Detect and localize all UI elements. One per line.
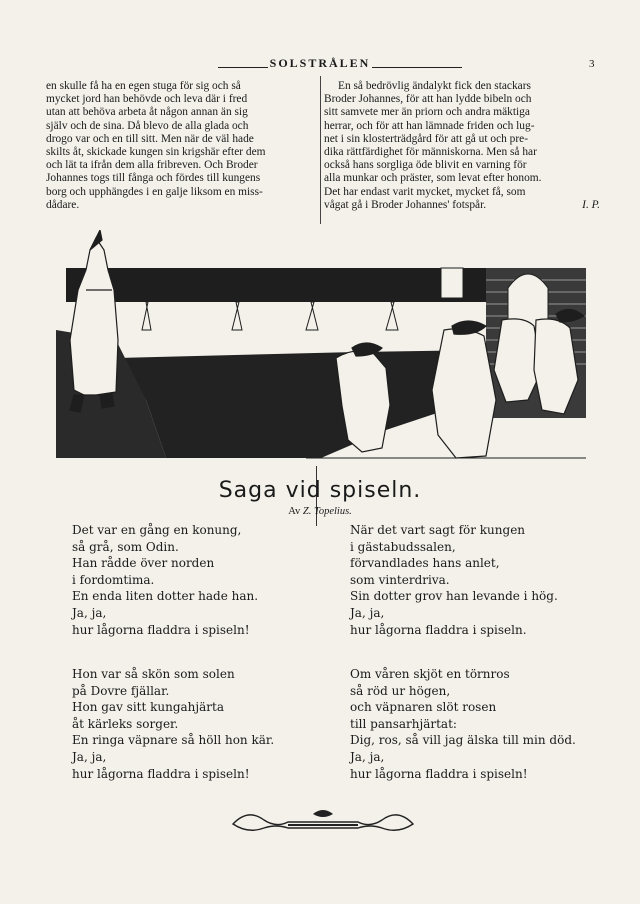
prose-line: skilts åt, skickade kungen sin krigshär efter dem xyxy=(46,146,266,159)
prose-line: net i sin klosterträdgård för att gå ut och pre- xyxy=(324,132,529,145)
prose-line: mycket jord han behövde och leva där i fred xyxy=(46,93,248,106)
tree-line xyxy=(66,268,486,302)
stanza-4 xyxy=(350,666,576,782)
poem-line: Ja, ja, xyxy=(350,605,385,620)
illustration xyxy=(56,230,586,460)
page-number: 3 xyxy=(589,58,595,70)
poem-line: hur lågorna fladdra i spiseln! xyxy=(72,766,250,781)
signature: I. P. xyxy=(582,198,600,211)
poem-line: på Dovre fjällar. xyxy=(72,683,170,698)
prose-line: och lät ta ifrån dem alla fribreven. Och Broder xyxy=(46,159,258,172)
poem-line: så grå, som Odin. xyxy=(72,539,179,554)
stanza-1 xyxy=(72,522,258,638)
poem-line: Ja, ja, xyxy=(350,749,385,764)
header-rule-right xyxy=(372,67,462,68)
poem-line: Hon gav sitt kungahjärta xyxy=(72,700,224,715)
poem-line: Dig, ros, så vill jag älska till min död. xyxy=(350,733,576,748)
poem-line: Om våren skjöt en törnros xyxy=(350,667,510,681)
poem-title: Saga vid spiseln. xyxy=(218,478,422,503)
poem-line: Ja, ja, xyxy=(72,605,107,620)
prose-line: borg och upphängdes i en galje liksom en miss- xyxy=(46,185,263,198)
monk-figure xyxy=(70,230,118,412)
poem-line: som vinterdriva. xyxy=(350,572,450,587)
prose-line: själv och de sina. Då blevo de alla glada och xyxy=(46,119,249,132)
ornament-center xyxy=(313,810,333,817)
prose-line: herrar, och för att han lämnade friden och lug- xyxy=(324,119,535,132)
poem-line: Ja, ja, xyxy=(72,749,107,764)
poem-line: Han rådde över norden xyxy=(72,556,215,571)
poem-line: till pansarhjärtat: xyxy=(350,716,457,731)
stanza-2 xyxy=(350,522,558,638)
prose-line: alla munkar och präster, som levat efter honom. xyxy=(324,172,542,185)
poem-line: i fordomtima. xyxy=(72,572,155,587)
poem-line: så röd ur högen, xyxy=(350,683,451,698)
running-header-title: SOLSTRÅLEN xyxy=(269,56,371,70)
poem-line: En enda liten dotter hade han. xyxy=(72,589,259,604)
poem-line: i gästabudssalen, xyxy=(350,539,456,554)
poem-byline xyxy=(0,506,640,517)
ornament-flourish xyxy=(233,815,413,830)
prose-line: sitt samvete mer än priorn och andra mäktiga xyxy=(324,106,530,119)
poem-line: När det vart sagt för kungen xyxy=(350,523,526,537)
prose-line: utan att behöva arbeta åt någon annan än sig xyxy=(46,106,248,119)
prose-line: drogo var och en till sitt. Men när de väl hade xyxy=(46,132,254,145)
poem-line: hur lågorna fladdra i spiseln! xyxy=(72,622,250,637)
poem-line: Sin dotter grov han levande i hög. xyxy=(350,589,558,604)
prose-line: Det har endast varit mycket, mycket få, som xyxy=(324,185,526,198)
prose-line: vågat gå i Broder Johannes' fotspår. xyxy=(324,198,487,211)
poem-line: hur lågorna fladdra i spiseln! xyxy=(350,766,528,781)
castle-tower xyxy=(441,268,463,298)
byline-prefix: Av xyxy=(288,506,301,517)
prose-line: En så bedrövlig ändalykt fick den stackars xyxy=(338,80,531,92)
poem-line: förvandlades hans anlet, xyxy=(350,556,500,571)
prose-line: dådare. xyxy=(46,198,80,211)
poem-line: och väpnaren slöt rosen xyxy=(350,700,497,715)
poem-author: Z. Topelius. xyxy=(302,506,352,517)
prose-right-column xyxy=(324,80,600,212)
prose-line-last xyxy=(324,199,600,212)
prose-line: också hans sorgliga öde blivit en varning för xyxy=(324,159,527,172)
end-ornament xyxy=(228,802,418,838)
poem-line: Hon var så skön som solen xyxy=(72,667,235,681)
prose-line: dika rättfärdighet för människorna. Men så har xyxy=(324,146,537,159)
prose-line: en skulle få ha en egen stuga för sig och så xyxy=(46,80,241,92)
prose-left-column xyxy=(46,80,322,212)
column-divider xyxy=(320,76,321,224)
poem-line: åt kärleks sorger. xyxy=(72,716,179,731)
poem-line: hur lågorna fladdra i spiseln. xyxy=(350,622,527,637)
prose-line: Johannes togs till fånga och fördes till kungens xyxy=(46,172,261,185)
poem-line: Det var en gång en konung, xyxy=(72,523,242,537)
prose-line: Broder Johannes, för att han lydde bibeln och xyxy=(324,93,532,106)
stanza-3 xyxy=(72,666,274,782)
poem-line: En ringa väpnare så höll hon kär. xyxy=(72,733,275,748)
